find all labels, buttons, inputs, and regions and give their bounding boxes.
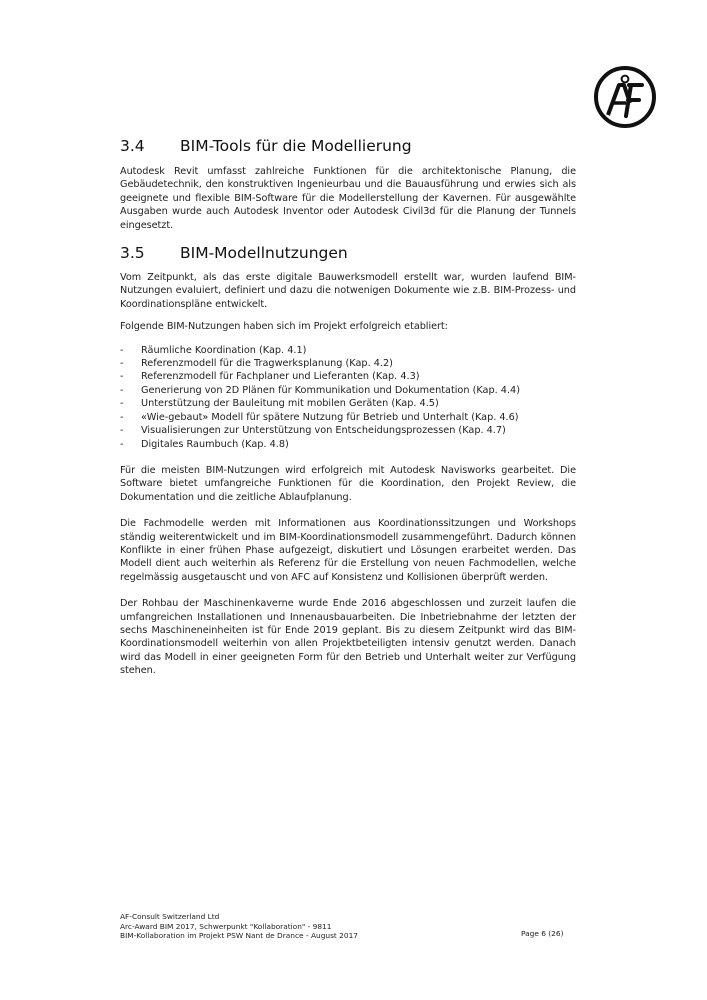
list-item: - Generierung von 2D Plänen für Kommunikation und Dokumentation (Kap. 4.4) (120, 384, 520, 396)
navisworks-paragraph: Für die meisten BIM-Nutzungen wird erfolgreich mit Autodesk Navisworks gearbeitet. Die Software bietet umfangreiche Funktionen für die Koordination, den Projekt Review, die Dokumentation und die zeitliche Ablaufplanung. (120, 464, 576, 503)
footer-company: AF-Consult Switzerland Ltd (120, 912, 220, 921)
list-item: - «Wie-gebaut» Modell für spätere Nutzung für Betrieb und Unterhalt (Kap. 4.6) (120, 411, 519, 423)
list-intro: Folgende BIM-Nutzungen haben sich im Projekt erfolgreich etabliert: (120, 321, 448, 333)
af-consult-logo (593, 65, 657, 129)
footer-award: Arc-Award BIM 2017, Schwerpunkt "Kollaboration" - 9811 (120, 921, 332, 931)
list-marker: - (120, 358, 124, 370)
footer-info (120, 912, 358, 941)
list-marker: - (120, 438, 124, 450)
list-marker: - (120, 398, 124, 410)
list-marker: - (120, 371, 124, 383)
section-title: BIM-Modellnutzungen (180, 244, 348, 263)
list-marker: - (120, 344, 124, 356)
section-title: BIM-Tools für die Modellierung (180, 137, 412, 155)
section-3-5-intro: Vom Zeitpunkt, als das erste digitale Bauwerksmodell erstellt war, wurden laufend BIM-Nutzungen evaluiert, definiert und dazu die notwenigen Dokumente wie z.B. BIM-Prozess- und Koordinationspläne entwickelt. (120, 272, 576, 310)
section-3-4-heading (120, 137, 576, 155)
list-item: - Digitales Raumbuch (Kap. 4.8) (120, 438, 289, 450)
main-content (120, 137, 576, 678)
section-number: 3.5 (120, 244, 145, 263)
list-item: - Referenzmodell für Fachplaner und Lieferanten (Kap. 4.3) (120, 371, 420, 383)
list-item: - Räumliche Koordination (Kap. 4.1) (120, 344, 307, 356)
fachmodelle-paragraph: Die Fachmodelle werden mit Informationen aus Koordinationssitzungen und Workshops ständig weiterentwickelt und im BIM-Koordinationsmodell zusammengeführt. Dadurch können Konflikte in einer frühen Phase aufgezeigt, diskutiert und Lösungen erarbeitet werden. Das Modell dient auch weiterhin als Referenz für die Erstellung von neuen Fachmodellen, welche regelmässig ausgetauscht und von AFC auf Konsistenz und Kollisionen überprüft werden. (120, 518, 576, 583)
page-number: Page 6 (26) (521, 929, 564, 938)
rohbau-paragraph: Der Rohbau der Maschinenkaverne wurde Ende 2016 abgeschlossen und zurzeit laufen die umfangreichen Installationen und Innenausbauarbeiten. Die Inbetriebnahme der letzten der sechs Maschineneinheiten ist für Ende 2019 geplant. Bis zu diesem Zeitpunkt wird das BIM-Koordinationsmodell weiterhin von allen Projektbeteiligten intensiv genutzt werden. Danach wird das Modell in einer geeigneten Form für den Betrieb und Unterhalt weiter zur Verfügung stehen. (120, 598, 576, 677)
list-item: - Visualisierungen zur Unterstützung von Entscheidungsprozessen (Kap. 4.7) (120, 425, 506, 437)
list-item: - Unterstützung der Bauleitung mit mobilen Geräten (Kap. 4.5) (120, 398, 439, 410)
list-item: - Referenzmodell für die Tragwerksplanung (Kap. 4.2) (120, 358, 393, 370)
section-3-5-heading (120, 244, 576, 262)
list-marker: - (120, 411, 124, 423)
list-marker: - (120, 384, 124, 396)
bim-usage-list (120, 344, 576, 451)
section-3-4-paragraph: Autodesk Revit umfasst zahlreiche Funktionen für die architektonische Planung, die Gebäudetechnik, den konstruktiven Ingenieurbau und die Bauausführung und erwies sich als geeignete und flexible BIM-Software für die Modellerstellung der Kavernen. Für ausgewählte Ausgaben wurde auch Autodesk Inventor oder Autodesk Civil3d für die Planung der Tunnels eingesetzt. (120, 166, 576, 231)
section-number: 3.4 (120, 137, 145, 155)
list-marker: - (120, 425, 124, 437)
footer-document-title: BIM-Kollaboration im Projekt PSW Nant de Drance - August 2017 (120, 931, 358, 941)
